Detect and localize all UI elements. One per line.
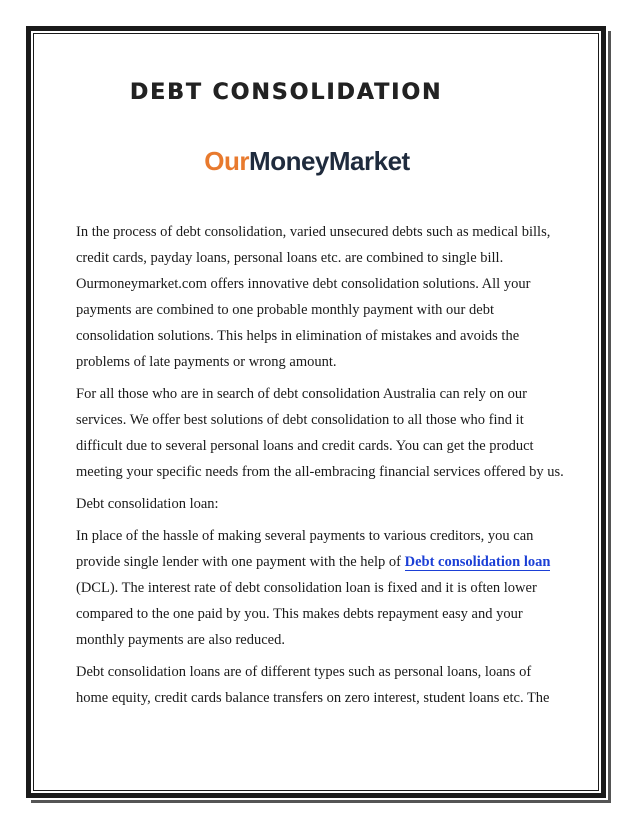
logo-text (204, 146, 409, 177)
paragraph-dcl (76, 523, 566, 653)
logo-text-our: Our (204, 145, 250, 176)
company-logo (187, 121, 427, 201)
page-title: DEBT CONSOLIDATION (129, 80, 443, 105)
logo-text-rest: MoneyMarket (249, 145, 410, 176)
paragraph-intro: In the process of debt consolidation, varied unsecured debts such as medical bills, credit cards, payday loans, personal loans etc. are combined to single bill. Ourmoneymarket.com offers innovative debt consolidation solutions. All your payments are combined to one probable monthly payment with our debt consolidation solutions. This helps in elimination of mistakes and avoids the problems of late payments or wrong amount. (76, 224, 551, 370)
paragraph-subheading: Debt consolidation loan: (76, 496, 219, 512)
paragraph-dcl-before: In place of the hassle of making several payments to various creditors, you can provide single lender with one payment with the help of (76, 528, 534, 570)
debt-consolidation-loan-link[interactable]: Debt consolidation loan (404, 554, 551, 570)
paragraph-types: Debt consolidation loans are of different types such as personal loans, loans of home equity, credit cards balance transfers on zero interest, student loans etc. The (76, 664, 550, 706)
paragraph-dcl-after: (DCL). The interest rate of debt consolidation loan is fixed and it is often lower compared to the one paid by you. This makes debts repayment easy and your monthly payments are also reduced. (76, 580, 537, 648)
paragraph-services: For all those who are in search of debt consolidation Australia can rely on our services. We offer best solutions of debt consolidation to all those who find it difficult due to several personal loans and credit cards. You can get the product meeting your specific needs from the all-embracing financial services offered by us. (76, 386, 564, 480)
document-body (76, 80, 566, 717)
